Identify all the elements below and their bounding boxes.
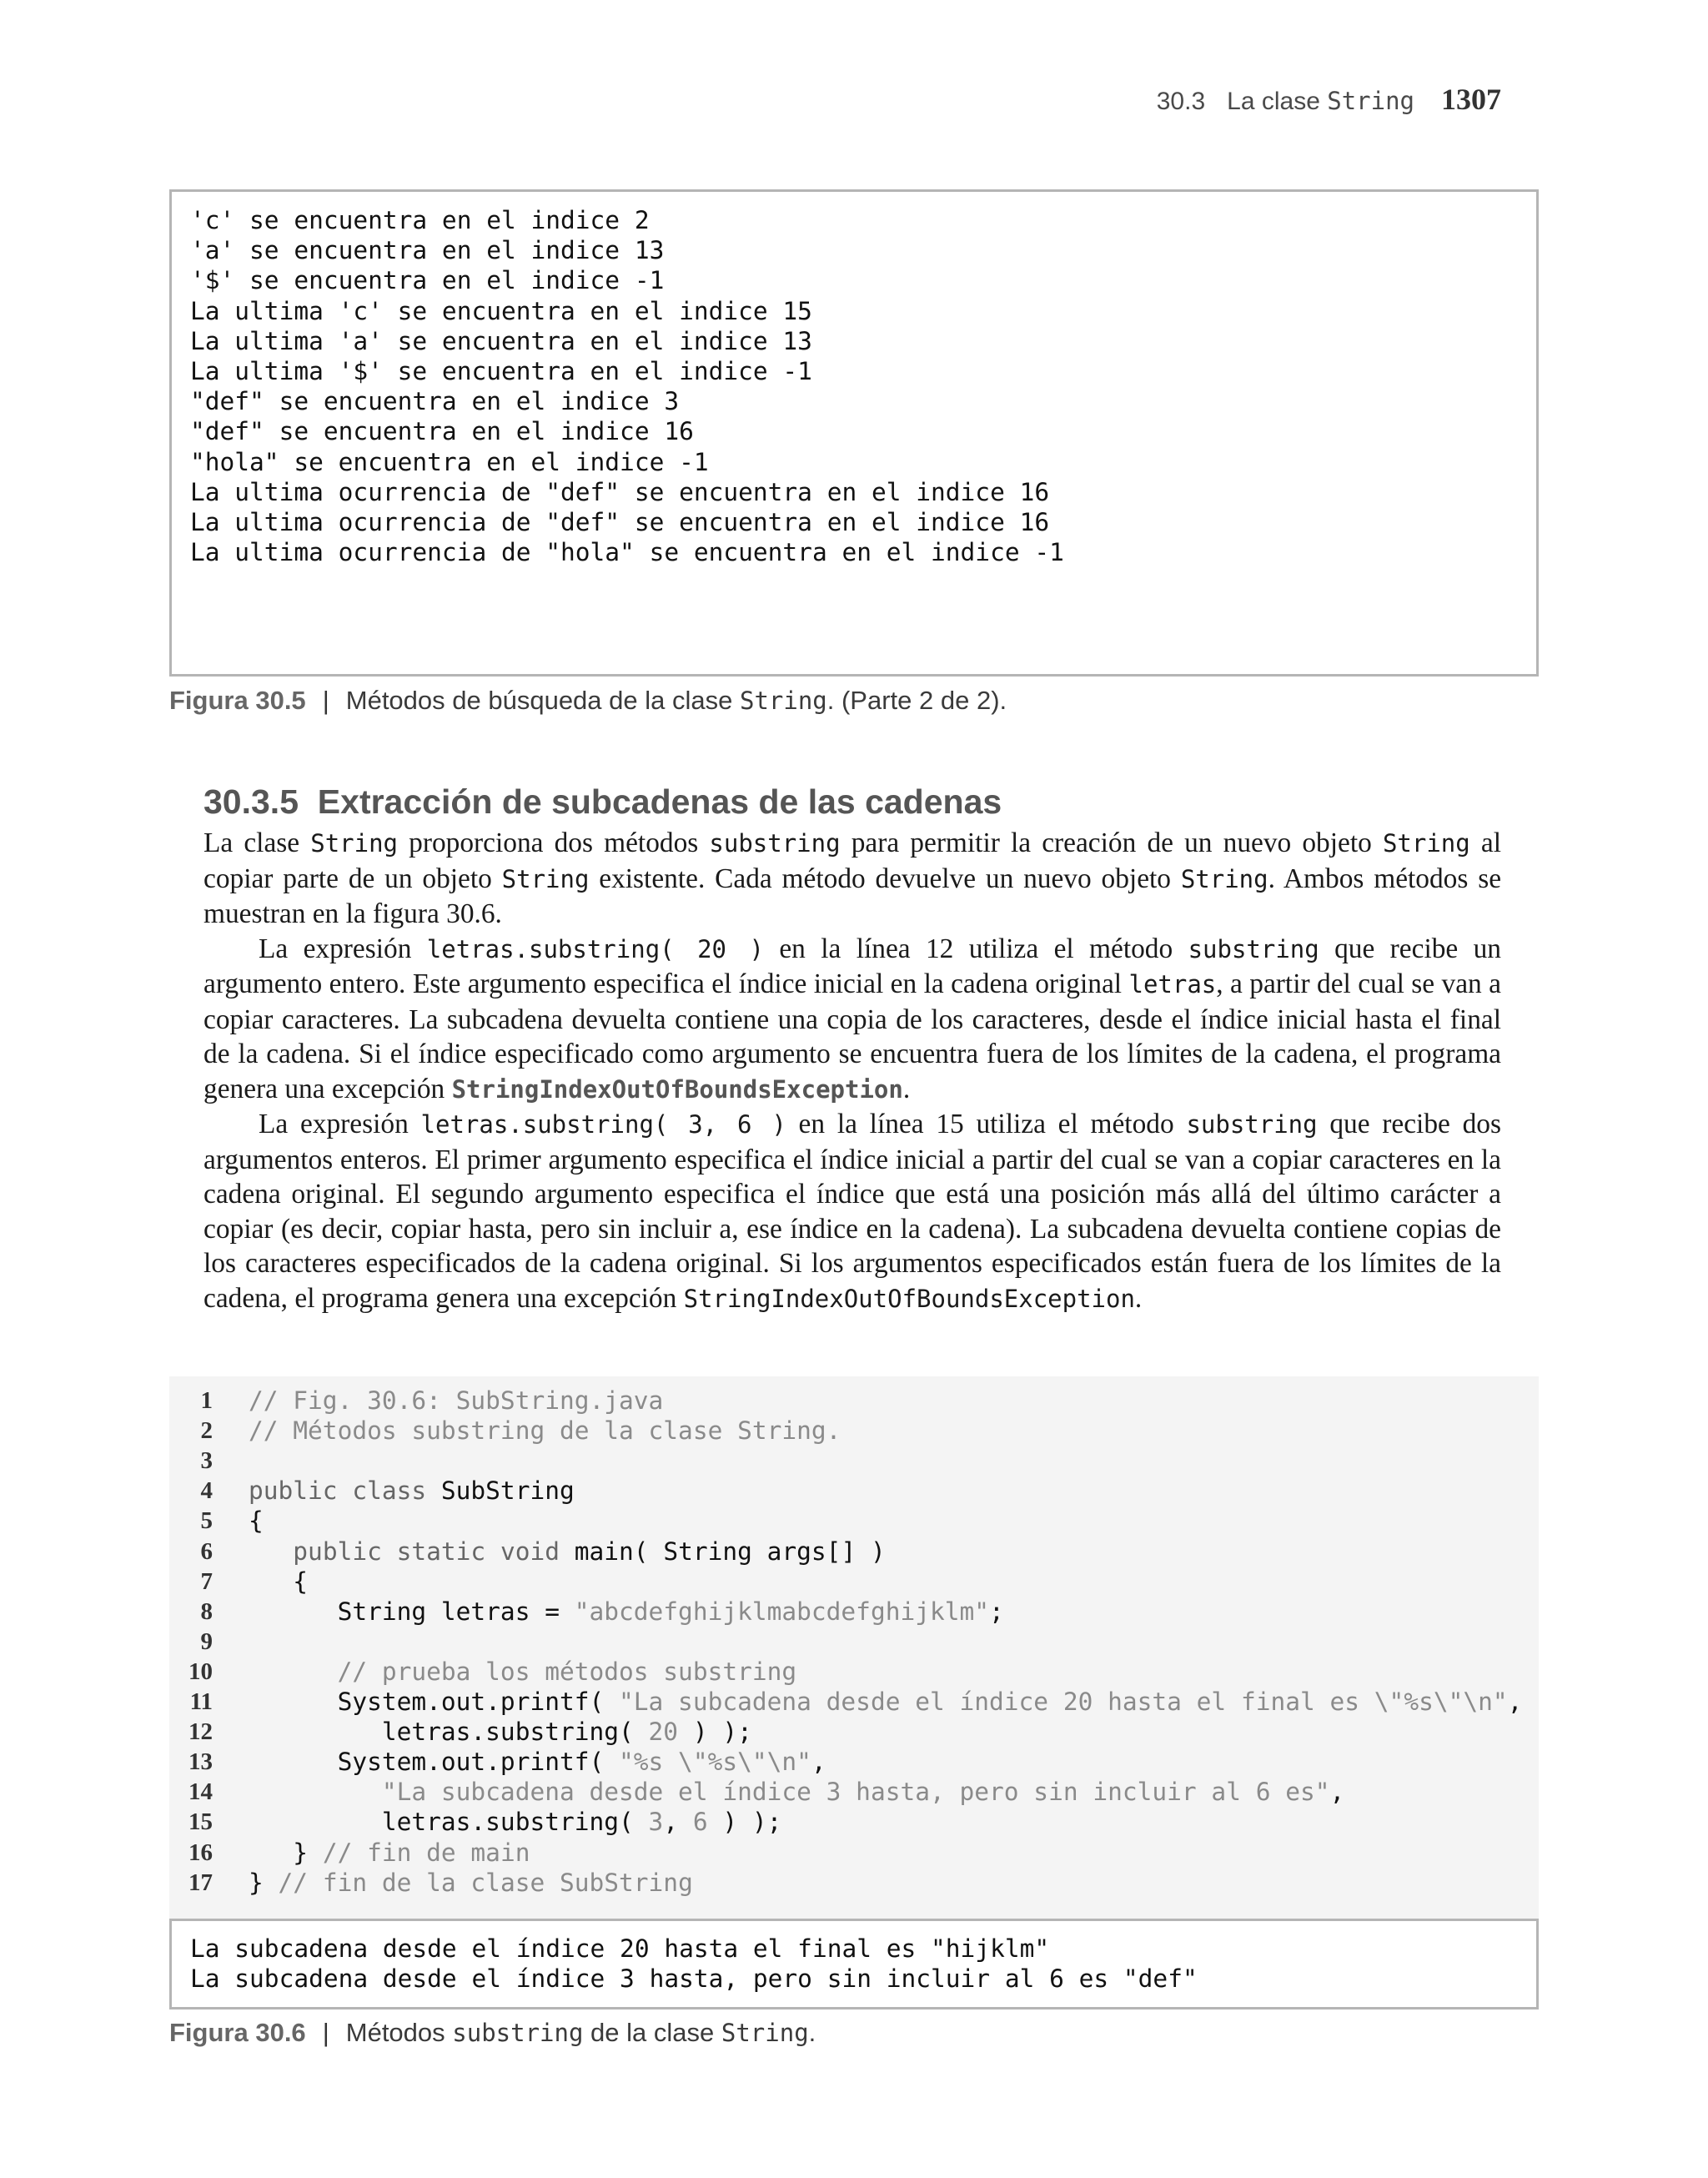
line-number: 8 bbox=[200, 1597, 213, 1625]
line-number: 1 bbox=[200, 1387, 213, 1414]
code-token: { bbox=[249, 1506, 264, 1536]
program-output-lines bbox=[190, 205, 1536, 567]
output-line: La ultima 'c' se encuentra en el indice 15 bbox=[190, 296, 812, 325]
code-token: System.out.printf( bbox=[249, 1688, 620, 1716]
caption-separator: | bbox=[322, 686, 329, 715]
output-line: La ultima ocurrencia de "hola" se encuentra en el indice -1 bbox=[190, 538, 1064, 567]
line-number: 4 bbox=[200, 1477, 213, 1505]
caption-code: substring bbox=[452, 2019, 584, 2047]
code-text bbox=[249, 1657, 796, 1687]
body-text bbox=[203, 826, 1501, 1316]
caption-code: String bbox=[739, 687, 827, 715]
code-token: } bbox=[249, 1838, 323, 1867]
program-output-box bbox=[169, 1919, 1539, 2009]
code-token: 20 bbox=[648, 1718, 679, 1747]
line-number: 11 bbox=[189, 1688, 213, 1715]
code-token: { bbox=[249, 1567, 309, 1596]
output-line: "def" se encuentra en el indice 3 bbox=[190, 387, 680, 416]
code-token: "%s \"%s\"\n" bbox=[619, 1748, 811, 1777]
figure-label: Figura 30.5 bbox=[169, 686, 306, 715]
code-token: // fin de la clase SubString bbox=[278, 1868, 693, 1897]
line-number: 13 bbox=[188, 1748, 213, 1776]
code-token: , bbox=[1507, 1688, 1523, 1716]
caption-text-end: . (Parte 2 de 2). bbox=[826, 686, 1007, 715]
program-output-box bbox=[169, 189, 1539, 677]
paragraph: La clase String proporciona dos métodos substring para permitir la creación de un nuevo objeto String al copiar parte de un objeto String existente. Cada método devuelve un nuevo objeto String. Ambos métodos se muestran en la figura 30.6. bbox=[203, 827, 1502, 929]
figure-label: Figura 30.6 bbox=[169, 2018, 306, 2047]
code-token: // Fig. 30.6: SubString.java bbox=[249, 1386, 664, 1415]
code-text bbox=[249, 1386, 663, 1416]
line-number: 7 bbox=[200, 1567, 213, 1595]
caption-text: Métodos de búsqueda de la clase bbox=[345, 686, 733, 715]
line-number: 10 bbox=[188, 1657, 213, 1685]
code-token: // prueba los métodos substring bbox=[249, 1657, 797, 1686]
caption-separator: | bbox=[322, 2018, 329, 2047]
program-output-lines bbox=[190, 1934, 1536, 1994]
paragraph: La expresión letras.substring( 3, 6 ) en la línea 15 utiliza el método substring que recibe dos argumentos enteros. El primer argumento especifica el índice inicial a partir del cual se van a copiar caracteres en la cadena original. El segundo argumento especifica el índice que está una posición más allá del último carácter a copiar (es decir, copiar hasta, pero sin incluir a, ese índice en la cadena). La subcadena devuelta contiene copias de los caracteres especificados de la cadena original. Si los argumentos especificados están fuera de los límites de la cadena, el programa genera una excepción StringIndexOutOfBoundsException. bbox=[203, 1109, 1501, 1314]
section-number: 30.3.5 bbox=[203, 782, 299, 821]
line-number: 2 bbox=[200, 1417, 213, 1445]
code-token: 3 bbox=[648, 1808, 664, 1837]
code-token: // Métodos substring de la clase String. bbox=[249, 1416, 841, 1446]
code-listing bbox=[169, 1376, 1539, 1919]
code-token: "La subcadena desde el índice 20 hasta el final es \"%s\"\n" bbox=[619, 1688, 1508, 1716]
output-line: '$' se encuentra en el indice -1 bbox=[190, 266, 665, 295]
page-number: 1307 bbox=[1441, 83, 1501, 116]
caption-text: de la clase bbox=[590, 2018, 715, 2047]
code-text bbox=[249, 1747, 826, 1777]
code-token: , bbox=[811, 1748, 826, 1777]
code-text bbox=[249, 1868, 693, 1898]
code-text bbox=[249, 1506, 264, 1536]
code-token: ) ); bbox=[707, 1808, 782, 1837]
code-token: letras.substring( bbox=[249, 1718, 649, 1747]
code-text bbox=[249, 1717, 752, 1747]
line-number: 15 bbox=[188, 1808, 213, 1836]
code-token: String letras = bbox=[249, 1597, 575, 1626]
code-token: } bbox=[249, 1868, 279, 1897]
caption-text-end: . bbox=[808, 2018, 816, 2047]
output-line: "hola" se encuentra en el indice -1 bbox=[190, 447, 709, 476]
header-title: La clase String bbox=[1227, 87, 1414, 115]
line-number: 9 bbox=[200, 1627, 213, 1655]
output-line: La subcadena desde el índice 3 hasta, pero sin incluir al 6 es "def" bbox=[190, 1964, 1198, 1994]
code-text bbox=[249, 1476, 575, 1506]
code-token: , bbox=[1329, 1778, 1345, 1807]
code-text bbox=[249, 1537, 886, 1567]
line-number: 12 bbox=[188, 1718, 213, 1746]
output-line: La subcadena desde el índice 20 hasta el final es "hijklm" bbox=[190, 1934, 1050, 1963]
code-token: "La subcadena desde el índice 3 hasta, pero sin incluir al 6 es" bbox=[249, 1778, 1330, 1807]
figure-caption bbox=[169, 686, 1007, 716]
running-header bbox=[1157, 82, 1501, 117]
code-token: main( String args[] ) bbox=[574, 1537, 886, 1566]
line-number: 17 bbox=[188, 1869, 213, 1896]
code-token: ; bbox=[989, 1597, 1004, 1626]
output-line: "def" se encuentra en el indice 16 bbox=[190, 417, 694, 446]
line-number: 14 bbox=[188, 1778, 213, 1806]
code-token: 6 bbox=[692, 1808, 708, 1837]
code-text bbox=[249, 1838, 530, 1868]
output-line: La ultima '$' se encuentra en el indice -1 bbox=[190, 357, 812, 386]
figure-caption bbox=[169, 2018, 816, 2048]
output-line: La ultima ocurrencia de "def" se encuentra en el indice 16 bbox=[190, 508, 1050, 537]
output-line: La ultima ocurrencia de "def" se encuentra en el indice 16 bbox=[190, 477, 1050, 506]
code-text bbox=[249, 1567, 308, 1597]
code-token: "abcdefghijklmabcdefghijklm" bbox=[574, 1597, 990, 1626]
code-token: letras.substring( bbox=[249, 1808, 649, 1837]
code-token: SubString bbox=[440, 1476, 575, 1506]
line-number: 16 bbox=[188, 1838, 213, 1866]
section-title: Extracción de subcadenas de las cadenas bbox=[317, 782, 1002, 821]
output-line: La ultima 'a' se encuentra en el indice 13 bbox=[190, 326, 812, 355]
code-token: public class bbox=[249, 1476, 441, 1506]
code-token: , bbox=[663, 1808, 693, 1837]
code-text bbox=[249, 1597, 1004, 1627]
code-text bbox=[249, 1416, 841, 1446]
code-token: System.out.printf( bbox=[249, 1748, 620, 1777]
header-section-number: 30.3 bbox=[1156, 88, 1206, 115]
line-number: 5 bbox=[200, 1507, 213, 1535]
line-number: 3 bbox=[200, 1447, 213, 1475]
caption-code: String bbox=[721, 2019, 809, 2047]
section-heading bbox=[203, 782, 1002, 822]
code-token bbox=[249, 1537, 293, 1566]
code-token: public static void bbox=[293, 1537, 575, 1566]
code-token: // fin de main bbox=[322, 1838, 530, 1867]
caption-text: Métodos bbox=[345, 2018, 445, 2047]
code-text bbox=[249, 1777, 1344, 1807]
code-text bbox=[249, 1807, 781, 1837]
code-text bbox=[249, 1687, 1522, 1717]
output-line: 'c' se encuentra en el indice 2 bbox=[190, 206, 650, 234]
line-number: 6 bbox=[200, 1537, 213, 1565]
output-line: 'a' se encuentra en el indice 13 bbox=[190, 236, 665, 265]
code-token: ) ); bbox=[678, 1718, 752, 1747]
paragraph: La expresión letras.substring( 20 ) en la línea 12 utiliza el método substring que recibe un argumento entero. Este argumento especifica el índice inicial en la cadena original letras, a partir del cual se van a copiar caracteres. La subcadena devuelta contiene una copia de los caracteres, desde el índice inicial hasta el final de la cadena. Si el índice especificado como argumento se encuentra fuera de los límites de la cadena, el programa genera una excepción StringIndexOutOfBoundsException. bbox=[203, 933, 1502, 1104]
